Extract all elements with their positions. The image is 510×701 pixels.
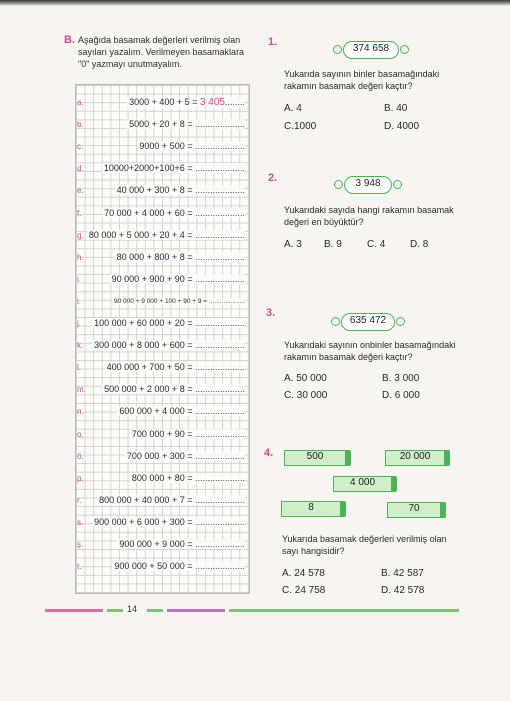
- exercise-expression: 40 000 + 300 + 8 = ....................: [116, 185, 245, 195]
- exercise-expression: 10000+2000+100+6 = ....................: [103, 163, 245, 173]
- question-4-option-a[interactable]: A. 24 578: [282, 568, 325, 579]
- answer-blank[interactable]: ........: [224, 97, 245, 107]
- exercise-label: ş.: [77, 540, 84, 549]
- question-3-text: Yukarıdaki sayının onbinler basamağındaki rakamın basamak değeri kaçtır?: [284, 340, 456, 362]
- question-1-option-b[interactable]: B. 40: [384, 103, 408, 114]
- ring-icon: [400, 45, 409, 54]
- exercise-expression: 300 000 + 8 000 + 600 = ....................: [94, 340, 245, 350]
- exercise-label: i.: [77, 297, 81, 306]
- exercise-label: ö.: [77, 452, 84, 461]
- question-3-option-d[interactable]: D. 6 000: [382, 390, 420, 401]
- footer-bar-purple: [167, 609, 225, 612]
- written-answer: 3 405: [199, 97, 225, 108]
- exercise-expression: 700 000 + 300 = ....................: [126, 451, 245, 461]
- question-4-option-d[interactable]: D. 42 578: [381, 585, 425, 596]
- answer-blank[interactable]: ....................: [194, 163, 245, 173]
- footer-bar-green-small-2: [147, 609, 163, 612]
- exercise-expression: 100 000 + 60 000 + 20 = ....................: [94, 318, 245, 328]
- exercise-row: [75, 316, 248, 334]
- answer-blank[interactable]: ....................: [194, 539, 245, 549]
- exercise-row: [75, 338, 248, 356]
- question-3-number-box: [341, 313, 395, 331]
- answer-blank[interactable]: ....................: [194, 406, 245, 416]
- question-1-text: Yukarıda sayının binler basamağındaki rakamın basamak değeri kaçtır?: [284, 69, 440, 91]
- answer-blank[interactable]: ....................: [194, 119, 245, 129]
- exercise-row: [75, 493, 248, 511]
- answer-blank[interactable]: ....................: [194, 517, 245, 527]
- answer-blank[interactable]: ....................: [194, 141, 245, 151]
- exercise-expression: 80 000 + 800 + 8 = ....................: [116, 252, 245, 262]
- answer-blank[interactable]: ....................: [194, 208, 245, 218]
- exercise-expression: 800 000 + 80 = ....................: [131, 473, 245, 483]
- exercise-label: m.: [77, 385, 86, 394]
- exercise-label: e.: [77, 186, 84, 195]
- exercise-expression: 90 000 + 900 + 90 = ....................: [111, 274, 245, 284]
- exercise-expression: 5000 + 20 + 8 = ....................: [129, 119, 245, 129]
- question-2-number-box: [344, 176, 392, 194]
- exercise-label: r.: [77, 496, 82, 505]
- exercise-label: d.: [77, 164, 84, 173]
- question-3-number: 3.: [266, 307, 276, 319]
- answer-blank[interactable]: ....................: [194, 185, 245, 195]
- exercise-expression: 800 000 + 40 000 + 7 = ....................: [99, 495, 245, 505]
- exercise-label: l.: [77, 363, 81, 372]
- exercise-expression: 400 000 + 700 + 50 = ....................: [106, 362, 245, 372]
- exercise-label: a.: [77, 98, 84, 107]
- exercise-row: [75, 559, 248, 577]
- exercise-label: f.: [77, 209, 82, 218]
- exercise-expression: 900 000 + 9 000 = ....................: [119, 539, 245, 549]
- exercise-expression: 900 000 + 50 000 = ....................: [114, 561, 245, 571]
- answer-blank[interactable]: ....................: [194, 429, 245, 439]
- page-number: 14: [127, 604, 138, 614]
- ring-icon: [396, 317, 405, 326]
- answer-blank[interactable]: ....................: [194, 252, 245, 262]
- exercise-row: [75, 427, 248, 445]
- exercise-row: [75, 117, 248, 135]
- exercise-row: [75, 515, 248, 533]
- exercise-row: [75, 161, 248, 179]
- exercise-row: [75, 206, 248, 224]
- exercise-expression: 600 000 + 4 000 = ....................: [119, 406, 245, 416]
- footer-bar-pink: [45, 609, 103, 612]
- question-4-option-b[interactable]: B. 42 587: [381, 568, 424, 579]
- answer-blank[interactable]: ....................: [194, 473, 245, 483]
- question-3-value: 635 472: [349, 315, 387, 326]
- question-2-number: 2.: [268, 172, 278, 184]
- ring-icon: [331, 317, 340, 326]
- exercise-expression: 900 000 + 6 000 + 300 = ....................: [94, 517, 245, 527]
- exercise-expression: 3000 + 400 + 5 = 3 405........: [129, 97, 245, 108]
- exercise-expression: 9000 + 500 = ....................: [139, 141, 245, 151]
- ring-icon: [334, 180, 343, 189]
- answer-blank[interactable]: ....................: [194, 340, 245, 350]
- exercise-row: [75, 294, 248, 312]
- exercise-row: [75, 404, 248, 422]
- question-3-option-a[interactable]: A. 50 000: [284, 373, 327, 384]
- exercise-label: k.: [77, 341, 84, 350]
- question-2-text: Yukarıdaki sayıda hangi rakamın basamak değeri en büyüktür?: [284, 205, 454, 227]
- question-1-option-c[interactable]: C.1000: [284, 121, 317, 132]
- exercise-label: i.: [77, 275, 81, 284]
- exercise-label: o.: [77, 430, 84, 439]
- question-1-option-a[interactable]: A. 4: [284, 103, 302, 114]
- exercise-row: [75, 228, 248, 246]
- exercise-row: [75, 272, 248, 290]
- exercise-row: [75, 449, 248, 467]
- question-4-text: Yukarıda basamak değerleri verilmiş olan sayı hangisidir?: [282, 534, 447, 556]
- section-letter: B.: [64, 34, 75, 46]
- exercise-label: t.: [77, 562, 82, 571]
- value-card: 20 000: [385, 450, 445, 466]
- exercise-label: n.: [77, 407, 84, 416]
- answer-blank[interactable]: ....................: [194, 384, 245, 394]
- exercise-expression: 80 000 + 5 000 + 20 + 4 = ....................: [88, 230, 245, 240]
- answer-blank[interactable]: ....................: [194, 561, 245, 571]
- answer-blank[interactable]: ....................: [208, 298, 245, 305]
- question-2-option-a[interactable]: A. 3: [284, 239, 302, 250]
- question-4-option-c[interactable]: C. 24 758: [282, 585, 326, 596]
- exercise-label: b.: [77, 120, 84, 129]
- question-2-option-c[interactable]: C. 4: [367, 239, 386, 250]
- question-1-number: 1.: [268, 36, 278, 48]
- exercise-row: [75, 382, 248, 400]
- question-1-option-d[interactable]: D. 4000: [384, 121, 420, 132]
- exercise-expression: 500 000 + 2 000 + 8 = ....................: [104, 384, 245, 394]
- exercise-expression: 700 000 + 90 = ....................: [131, 429, 245, 439]
- exercise-row: [75, 95, 248, 113]
- value-card: 8: [281, 501, 341, 517]
- question-3-option-b[interactable]: B. 3 000: [382, 373, 420, 384]
- value-card: 4 000: [333, 476, 392, 492]
- answer-blank[interactable]: ....................: [194, 495, 245, 505]
- question-3-option-c[interactable]: C. 30 000: [284, 390, 328, 401]
- exercise-row: [75, 537, 248, 555]
- ring-icon: [333, 45, 342, 54]
- exercise-label: h.: [77, 253, 84, 262]
- exercise-label: p.: [77, 474, 84, 483]
- question-1-number-box: [343, 41, 399, 59]
- exercise-row: [75, 183, 248, 201]
- answer-blank[interactable]: ....................: [194, 230, 245, 240]
- section-instructions: Aşağıda basamak değerleri verilmiş olan sayıları yazalım. Verilmeyen basamaklara "0" yazmayı unutmayalım.: [78, 35, 245, 69]
- answer-blank[interactable]: ....................: [194, 318, 245, 328]
- question-4-number: 4.: [264, 447, 274, 459]
- exercise-row: [75, 139, 248, 157]
- exercise-label: s.: [77, 518, 84, 527]
- footer-bar-green: [229, 609, 459, 612]
- question-2-value: 3 948: [355, 178, 381, 189]
- value-card: 500: [284, 450, 346, 466]
- exercise-row: [75, 360, 248, 378]
- scan-edge-shadow: [0, 0, 510, 6]
- exercise-row: [75, 250, 248, 268]
- question-2-option-d[interactable]: D. 8: [410, 239, 429, 250]
- question-1-value: 374 658: [352, 43, 390, 54]
- exercise-label: c.: [77, 142, 84, 151]
- exercise-label: g.: [77, 231, 84, 240]
- footer-bar-green-small: [107, 609, 123, 612]
- answer-blank[interactable]: ....................: [194, 451, 245, 461]
- value-card: 70: [387, 502, 441, 518]
- ring-icon: [393, 180, 402, 189]
- question-2-option-b[interactable]: B. 9: [324, 239, 342, 250]
- exercise-expression: 70 000 + 4 000 + 60 = ....................: [104, 208, 245, 218]
- exercise-label: j.: [77, 319, 81, 328]
- exercise-row: [75, 471, 248, 489]
- exercise-expression: 90 000 + 9 000 + 100 + 90 + 9 = ....................: [113, 298, 245, 305]
- answer-blank[interactable]: ....................: [194, 274, 245, 284]
- answer-blank[interactable]: ....................: [194, 362, 245, 372]
